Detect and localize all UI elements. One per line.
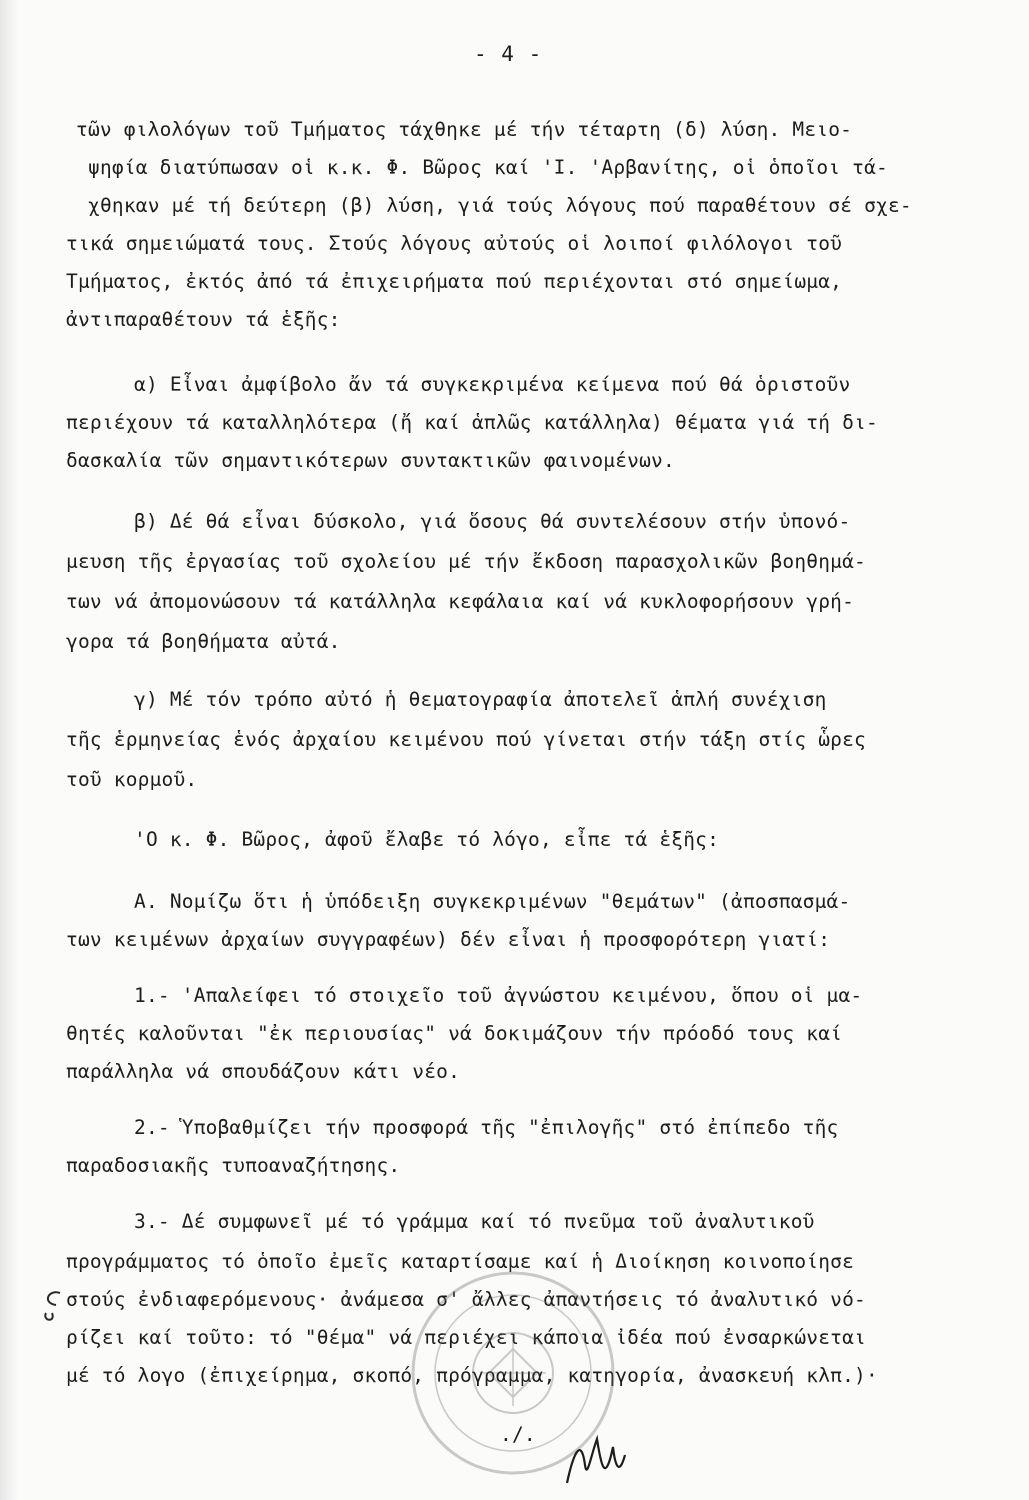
text-line: τῆς ἑρμηνείας ἑνός ἀρχαίου κειμένου πού γίνεται στήν τάξη στίς ὧρες (66, 728, 866, 751)
text-line: τῶν φιλολόγων τοῦ Τμήματος τάχθηκε μέ τήν τέταρτη (δ) λύση. Μειο- (76, 118, 853, 141)
text-line: 3.- Δέ συμφωνεῖ μέ τό γράμμα καί τό πνεῦμα τοῦ ἀναλυτικοῦ (134, 1210, 815, 1233)
page-number: - 4 - (474, 42, 543, 66)
text-line: περιέχουν τά καταλληλότερα (ἤ καί ἁπλῶς κατάλληλα) θέματα γιά τή δι- (66, 411, 878, 434)
text-line: ρίζει καί τοῦτο: τό "θέμα" νά περιέχει κάποια ἰδέα πού ἐνσαρκώνεται (66, 1326, 866, 1349)
text-line: γορα τά βοηθήματα αὐτά. (66, 630, 341, 653)
text-line: 2.- Ὑποβαθμίζει τήν προσφορά τῆς "ἐπιλογῆς" στό ἐπίπεδο τῆς (134, 1116, 839, 1139)
text-line: θητές καλοῦνται "ἐκ περιουσίας" νά δοκιμάζουν τήν πρόοδό τους καί (66, 1022, 843, 1045)
text-line: 'Ο κ. Φ. Βῶρος, ἀφοῦ ἔλαβε τό λόγο, εἶπε τά ἑξῆς: (134, 828, 720, 851)
text-line: προγράμματος τό ὁποῖο ἐμεῖς καταρτίσαμε καί ἡ Διοίκηση κοινοποίησε (66, 1250, 855, 1273)
text-line: Τμήματος, ἐκτός ἀπό τά ἐπιχειρήματα πού περιέχονται στό σημείωμα, (66, 270, 843, 293)
handwritten-margin-mark (38, 1285, 68, 1325)
handwritten-signature (555, 1425, 635, 1495)
text-line: μευση τῆς ἐργασίας τοῦ σχολείου μέ τήν ἔκδοση παρασχολικῶν βοηθημά- (66, 550, 866, 573)
text-line: στούς ἐνδιαφερόμενους· ἀνάμεσα σ' ἄλλες ἀπαντήσεις τό ἀναλυτικό νό- (66, 1288, 866, 1311)
text-line: α) Εἶναι ἀμφίβολο ἄν τά συγκεκριμένα κείμενα πού θά ὁριστοῦν (134, 373, 851, 396)
text-line: γ) Μέ τόν τρόπο αὐτό ἡ θεματογραφία ἀποτελεῖ ἁπλή συνέχιση (134, 688, 827, 711)
text-line: παράλληλα νά σπουδάζουν κάτι νέο. (66, 1060, 461, 1083)
page-edge-shadow (0, 0, 18, 1500)
text-line: 1.- 'Απαλείφει τό στοιχεῖο τοῦ ἀγνώστου κειμένου, ὅπου οἱ μα- (134, 984, 863, 1007)
text-line: παραδοσιακῆς τυποαναζήτησης. (66, 1154, 401, 1177)
text-line: τοῦ κορμοῦ. (66, 768, 198, 791)
text-line: μέ τό λογο (ἐπιχείρημα, σκοπό, πρόγραμμα, κατηγορία, ἀνασκευή κλπ.)· (66, 1364, 878, 1387)
text-line: ψηφία διατύπωσαν οἱ κ.κ. Φ. Βῶρος καί 'Ι. 'Αρβανίτης, οἱ ὁποῖοι τά- (88, 156, 888, 179)
text-line: των νά ἀπομονώσουν τά κατάλληλα κεφάλαια καί νά κυκλοφορήσουν γρή- (66, 590, 855, 613)
text-line: β) Δέ θά εἶναι δύσκολο, γιά ὅσους θά συντελέσουν στήν ὑπονό- (134, 510, 851, 533)
text-line: δασκαλία τῶν σημαντικότερων συντακτικῶν φαινομένων. (66, 449, 675, 472)
text-line: ἀντιπαραθέτουν τά ἑξῆς: (66, 308, 341, 331)
text-line: χθηκαν μέ τή δεύτερη (β) λύση, γιά τούς λόγους πού παραθέτουν σέ σχε- (88, 194, 912, 217)
text-line: των κειμένων ἀρχαίων συγγραφέων) δέν εἶναι ἡ προσφορότερη γιατί: (66, 928, 831, 951)
closing-mark: ./. (500, 1423, 536, 1446)
text-line: τικά σημειώματά τους. Στούς λόγους αὐτούς οἱ λοιποί φιλόλογοι τοῦ (66, 232, 843, 255)
text-line: Α. Νομίζω ὅτι ἡ ὑπόδειξη συγκεκριμένων "θεμάτων" (ἀποσπασμά- (134, 890, 851, 913)
